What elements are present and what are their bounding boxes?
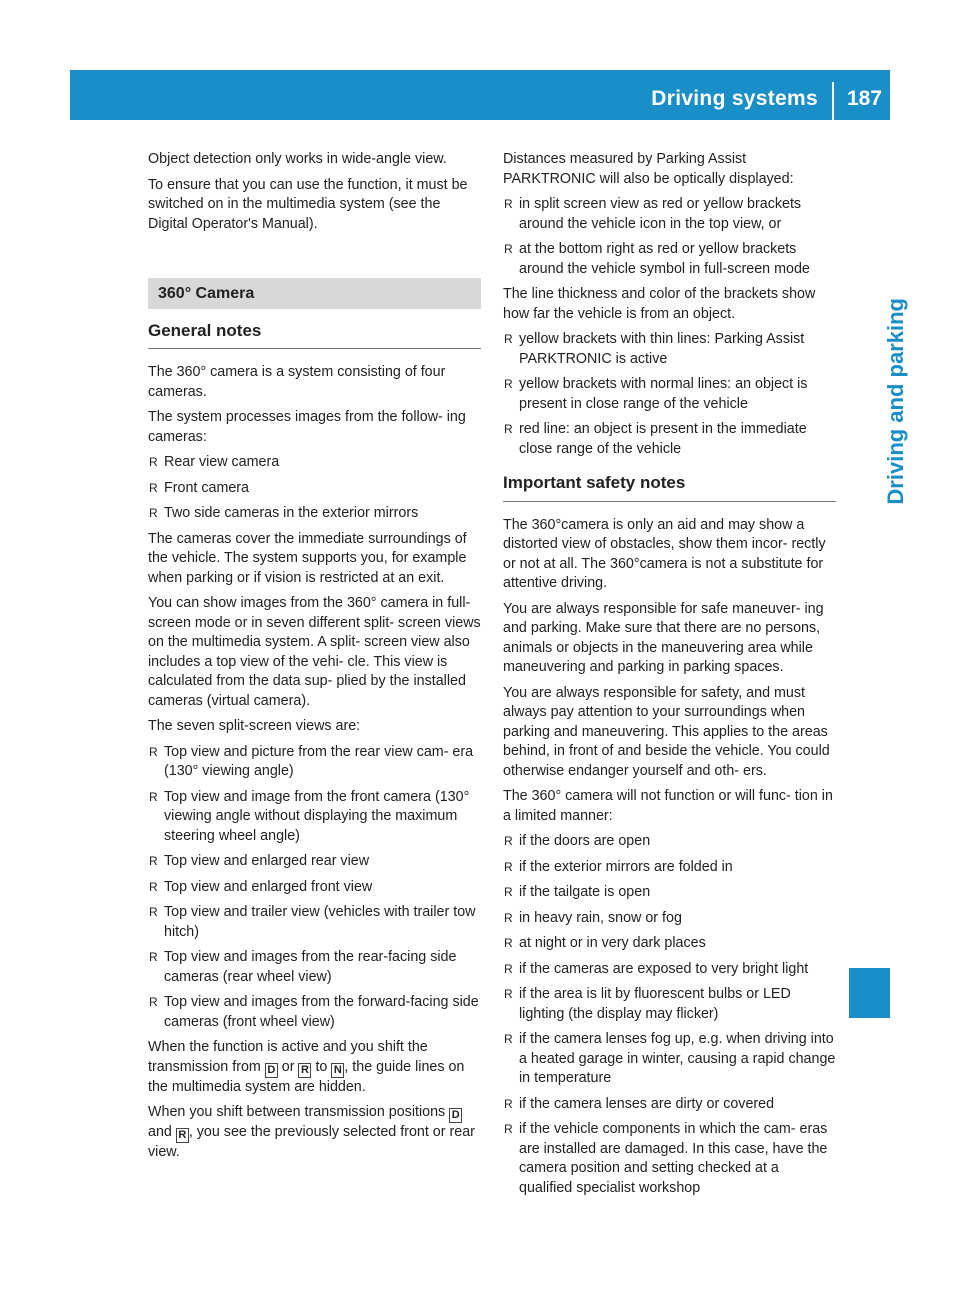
paragraph: The cameras cover the immediate surroundings of the vehicle. The system supports you, for example when parking or if vision is restricted at an exit. [148,530,467,586]
bullet-icon: R [149,506,158,520]
bullet-icon: R [149,789,158,804]
bullet-icon: R [149,744,158,759]
bullet-icon: R [149,905,158,919]
paragraph: The 360° camera is a system consisting of four cameras. [148,364,446,400]
paragraph: You can show images from the 360° camera in full-screen mode or in seven different split- screen views on the multimedia system. A split- screen view also includes a top view of the vehi- cle. This view is calculated from the data sup- plied by the installed cameras (virtual camera). [148,595,481,709]
list-item: R in split screen view as red or yellow brackets around the vehicle icon in the top view, or [504,196,802,232]
gear-d-key-icon: D [449,1108,462,1123]
bullet-icon: R [504,332,513,346]
list-item: R if the vehicle components in which the cam- eras are installed are damaged. In this case, have the camera position and setting checked at a qualified specialist workshop [504,1121,828,1196]
section-heading: 360° Camera [148,278,481,309]
gear-n-key-icon: N [331,1063,344,1078]
bullet-icon: R [504,242,513,256]
list-item: R yellow brackets with normal lines: an object is present in close range of the vehicle [504,376,808,412]
side-tab-marker [849,968,890,1018]
bullet-icon: R [504,197,513,211]
list-item: R Two side cameras in the exterior mirrors [148,504,481,524]
list-item: R Top view and picture from the rear view cam- era (130° viewing angle) [149,743,474,779]
list-item: R Top view and enlarged rear view [148,852,481,872]
side-tab [849,130,908,1140]
list-item: R red line: an object is present in the immediate close range of the vehicle [504,421,807,457]
list-item: R Top view and images from the forward-facing side cameras (front wheel view) [149,994,479,1030]
bullet-icon: R [149,950,158,964]
list-item: R if the area is lit by fluorescent bulbs or LED lighting (the display may flicker) [504,986,791,1022]
list-item: R Top view and trailer view (vehicles with trailer tow hitch) [149,904,476,940]
paragraph: Distances measured by Parking Assist PARKTRONIC will also be optically displayed: [503,151,794,187]
paragraph: You are always responsible for safe maneuver- ing and parking. Make sure that there are no persons, animals or objects in the maneuvering area while maneuvering and parking in parking spaces. [503,600,824,675]
paragraph: Object detection only works in wide-angle view. [148,151,447,167]
bullet-icon: R [504,961,513,976]
paragraph: You are always responsible for safety, and must always pay attention to your surroundings when parking and maneuvering. This applies to the areas behind, in front of and beside the vehicle. You could otherwise endanger yourself and oth- ers. [503,684,830,779]
paragraph: The 360°camera is only an aid and may show a distorted view of obstacles, show them incor- rectly or not at all. The 360°camera is not a substitute for attentive driving. [503,516,826,591]
paragraph: To ensure that you can use the function, it must be switched on in the multimedia system (see the Digital Operator's Manual). [148,176,468,232]
list-item: R at the bottom right as red or yellow brackets around the vehicle symbol in full-screen mode [504,241,810,277]
bullet-icon: R [504,1096,513,1111]
header-divider [832,82,834,120]
bullet-icon: R [149,480,158,495]
gear-r-key-icon: R [176,1128,189,1143]
paragraph: The 360° camera will not function or will func- tion in a limited manner: [503,788,833,824]
list-item: R if the exterior mirrors are folded in [503,858,836,878]
list-item: R yellow brackets with thin lines: Parking Assist PARKTRONIC is active [504,331,805,367]
subsection-heading: General notes [148,321,481,350]
page-number: 187 [846,87,882,110]
list-item: R Top view and enlarged front view [148,878,481,898]
bullet-icon: R [149,455,158,469]
gear-d-key-icon: D [265,1063,278,1078]
paragraph: The system processes images from the follow- ing cameras: [148,409,466,445]
bullet-icon: R [504,859,513,874]
bullet-icon: R [504,936,513,950]
list-item: R Top view and image from the front camera (130° viewing angle without displaying the maximum steering wheel angle) [149,788,470,844]
bullet-icon: R [504,910,513,925]
bullet-icon: R [504,834,513,848]
bullet-icon: R [504,1032,513,1046]
list-item: R if the camera lenses are dirty or covered [503,1095,836,1115]
side-tab-label: Driving and parking [883,298,908,505]
paragraph: The line thickness and color of the brackets show how far the vehicle is from an object. [503,286,816,322]
list-item: R Top view and images from the rear-facing side cameras (rear wheel view) [149,949,457,985]
bullet-icon: R [149,995,158,1009]
list-item: R Front camera [148,479,481,499]
bullet-icon: R [504,377,513,391]
paragraph: The seven split-screen views are: [148,718,361,734]
subsection-heading: Important safety notes [503,473,836,502]
paragraph: When the function is active and you shift the transmission from D or R to N , the guide lines on the multimedia system are hidden. [148,1039,465,1095]
right-column [503,150,836,1204]
paragraph: When you shift between transmission positions D and R , you see the previously selected front or rear view. [148,1104,475,1160]
list-item: R if the camera lenses fog up, e.g. when driving into a heated garage in winter, causing a rapid change in temperature [504,1031,836,1086]
gear-r-key-icon: R [298,1063,311,1078]
header-bar [70,70,890,120]
list-item: R if the cameras are exposed to very bright light [503,960,836,980]
list-item: R if the tailgate is open [503,883,836,903]
chapter-title: Driving systems [651,87,818,110]
left-column [148,150,481,1169]
bullet-icon: R [149,879,158,894]
list-item: R in heavy rain, snow or fog [503,909,836,929]
list-item: R at night or in very dark places [503,934,836,954]
list-item: R Rear view camera [148,453,481,473]
bullet-icon: R [504,422,513,436]
bullet-icon: R [504,885,513,899]
bullet-icon: R [504,987,513,1001]
bullet-icon: R [504,1122,513,1136]
bullet-icon: R [149,854,158,868]
list-item: R if the doors are open [503,832,836,852]
